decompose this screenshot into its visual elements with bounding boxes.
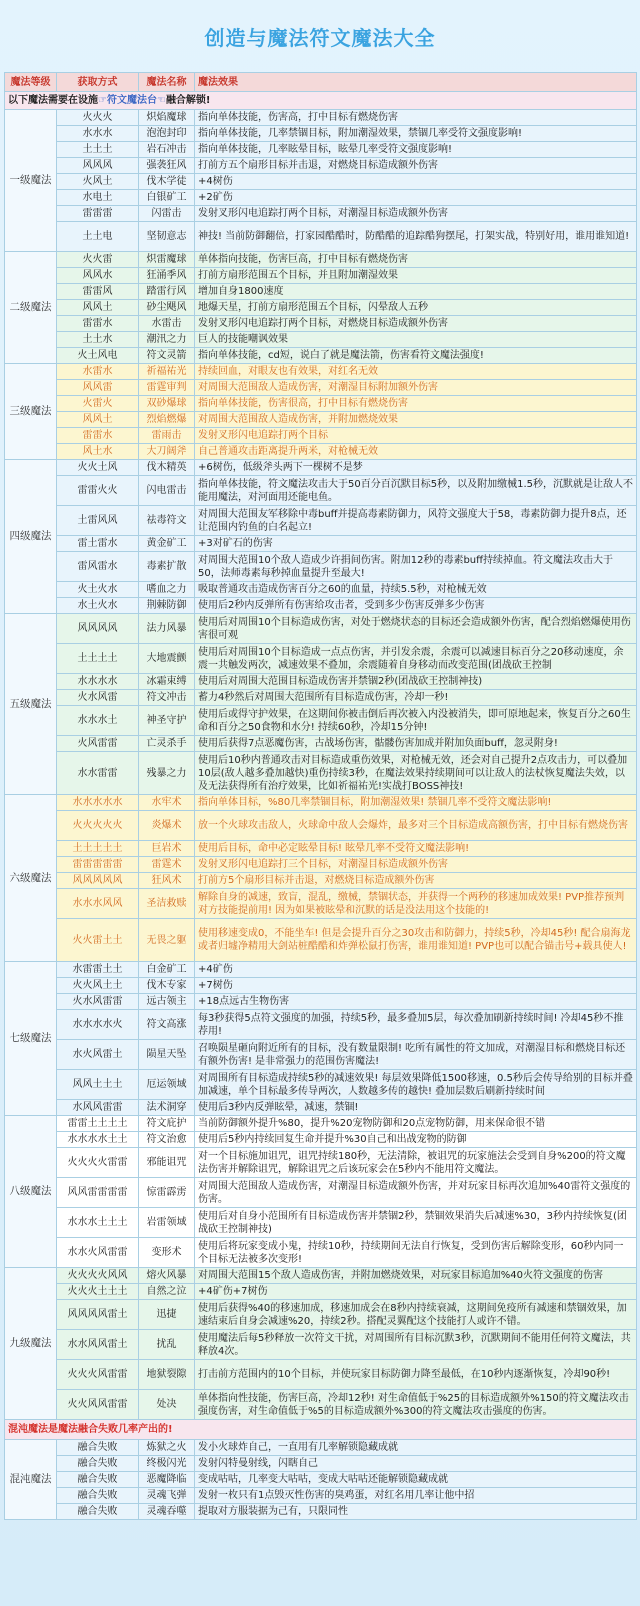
acquire-method: 火火火火风风: [57, 1268, 139, 1284]
table-row: [5, 476, 637, 506]
table-row: [5, 174, 637, 190]
acquire-method: 风风风风雷土: [57, 1300, 139, 1330]
table-row: [5, 268, 637, 284]
magic-name: 大刀阔斧: [139, 444, 195, 460]
acquire-method: 水电土: [57, 190, 139, 206]
acquire-method: 雷雷土土土土: [57, 1116, 139, 1132]
magic-effect: 持续回血，对眼友也有效果，对红名无效: [195, 364, 637, 380]
chaos-notice-row: [5, 1420, 637, 1440]
table-row: [5, 644, 637, 674]
magic-effect: 使用后对自身小范围所有目标造成伤害并禁锢2秒，禁锢效果消失后减速%30，3秒内持续恢复(团战砍王控制神技): [195, 1208, 637, 1238]
acquire-method: 雷土雷水: [57, 536, 139, 552]
magic-effect: 当前防御额外提升%80，提升%20宠物防御和20点宠物防御，用来保命很不错: [195, 1116, 637, 1132]
magic-name: 陨星天坠: [139, 1040, 195, 1070]
table-row: [5, 1040, 637, 1070]
acquire-method: 火火火土土土: [57, 1284, 139, 1300]
magic-effect: 指向单体技能，cd短，说白了就是魔法箭，伤害看符文魔法强度!: [195, 348, 637, 364]
magic-level-label: 混沌魔法: [5, 1440, 57, 1520]
magic-effect: 提取对方服装据为己有，只限同性: [195, 1504, 637, 1520]
magic-level-label: 六级魔法: [5, 795, 57, 962]
header-acquire: 获取方式: [57, 73, 139, 92]
acquire-method: 水水水风风: [57, 889, 139, 919]
magic-effect: 发小火球炸自己，一直用有几率解锁隐藏成就: [195, 1440, 637, 1456]
table-row: [5, 348, 637, 364]
magic-name: 法术洞穿: [139, 1100, 195, 1116]
magic-effect: +2矿伤: [195, 190, 637, 206]
acquire-method: 水水水水水: [57, 795, 139, 811]
table-row: [5, 1488, 637, 1504]
magic-effect: 对周围大范围友军移除中毒buff并提高毒素防御力，风符文强度大于58，毒素防御力提升8点，还让范围内钓鱼的白名起立!: [195, 506, 637, 536]
magic-name: 潮汛之力: [139, 332, 195, 348]
magic-effect: 使用后对周围10个目标造成伤害，对处于燃烧状态的目标还会造成额外伤害，配合烈焰燃爆使用伤害很可观: [195, 614, 637, 644]
magic-effect: 增加自身1800速度: [195, 284, 637, 300]
magic-effect: 召唤陨星砸向附近所有的目标，没有数量限制! 吃所有属性的符文加成，对潮湿目标和燃烧目标还有额外伤害! 是非常强力的范围伤害魔法!: [195, 1040, 637, 1070]
table-row: [5, 110, 637, 126]
table-row: [5, 1472, 637, 1488]
acquire-method: 风风土: [57, 300, 139, 316]
magic-effect: 打击前方范围内的10个目标，并使玩家目标防御力降至最低，在10秒内逐渐恢复，冷却90秒!: [195, 1360, 637, 1390]
table-row: [5, 994, 637, 1010]
acquire-method: 融合失败: [57, 1472, 139, 1488]
magic-name: 狂涌季风: [139, 268, 195, 284]
table-row: [5, 284, 637, 300]
table-row: [5, 706, 637, 736]
magic-name: 冰霜束缚: [139, 674, 195, 690]
unlock-notice-row: [5, 92, 637, 110]
magic-effect: 地爆天星，打前方扇形范围五个目标，闪晕敌人五秒: [195, 300, 637, 316]
table-header-row: [5, 73, 637, 92]
acquire-method: 土土土土: [57, 644, 139, 674]
magic-name: 符文灵箭: [139, 348, 195, 364]
magic-effect: 每3秒获得5点符文强度的加强，持续5秒，最多叠加5层，每次叠加刷新持续时间! 冷却45秒不推荐用!: [195, 1010, 637, 1040]
acquire-method: 火水风雷雷: [57, 994, 139, 1010]
acquire-method: 水风风雷雷: [57, 1100, 139, 1116]
table-row: [5, 1330, 637, 1360]
acquire-method: 水雷水: [57, 364, 139, 380]
acquire-method: 土土电: [57, 222, 139, 252]
table-row: [5, 962, 637, 978]
magic-effect: 解除自身的减速，致盲，混乱，缴械，禁锢状态，并获得一个两秒的移速加成效果! PVP推荐预判对方技能提前用! 因为如果被眩晕和沉默的话是没法用这个技能的!: [195, 889, 637, 919]
magic-name: 伐木精英: [139, 460, 195, 476]
magic-level-label: 五级魔法: [5, 614, 57, 795]
magic-effect: +4树伤: [195, 174, 637, 190]
acquire-method: 火火土风: [57, 460, 139, 476]
acquire-method: 水土火水: [57, 598, 139, 614]
magic-name: 岩石冲击: [139, 142, 195, 158]
magic-name: 坚韧意志: [139, 222, 195, 252]
magic-name: 炎爆术: [139, 811, 195, 841]
magic-name: 神圣守护: [139, 706, 195, 736]
magic-name: 闪电雷击: [139, 476, 195, 506]
magic-effect: 巨人的技能嘲讽效果: [195, 332, 637, 348]
acquire-method: 水雷雷土土: [57, 962, 139, 978]
acquire-method: 雷雷水: [57, 316, 139, 332]
chaos-notice: 混沌魔法是魔法融合失败几率产出的!: [5, 1420, 637, 1440]
magic-effect: 放一个火球攻击敌人，火球命中敌人会爆炸，最多对三个目标造成高额伤害，打中目标有燃烧伤害: [195, 811, 637, 841]
magic-name: 毒素扩散: [139, 552, 195, 582]
table-row: [5, 506, 637, 536]
table-row: [5, 1360, 637, 1390]
acquire-method: 雷风雷水: [57, 552, 139, 582]
acquire-method: 融合失败: [57, 1456, 139, 1472]
table-row: [5, 252, 637, 268]
table-row: [5, 332, 637, 348]
magic-name: 雷雨击: [139, 428, 195, 444]
magic-name: 狂风术: [139, 873, 195, 889]
table-row: [5, 412, 637, 428]
header-name: 魔法名称: [139, 73, 195, 92]
acquire-method: 水水水水: [57, 674, 139, 690]
acquire-method: 风风雷雷雷雷: [57, 1178, 139, 1208]
table-row: [5, 841, 637, 857]
magic-effect: 神技! 当前防御翻倍，打家园酷酷时，防酷酷的追踪酷狗摆尾，打架实战，特别好用，谁用谁知道!: [195, 222, 637, 252]
acquire-method: 土土水: [57, 332, 139, 348]
table-row: [5, 582, 637, 598]
table-row: [5, 142, 637, 158]
magic-name: 伐木专家: [139, 978, 195, 994]
unlock-notice-part1: 以下魔法需要在设施: [8, 95, 98, 106]
magic-name: 祈福祐光: [139, 364, 195, 380]
magic-level-label: 四级魔法: [5, 460, 57, 614]
acquire-method: 风风水: [57, 268, 139, 284]
magic-name: 炼狱之火: [139, 1440, 195, 1456]
magic-effect: 对周围大范围敌人造成伤害，对潮湿目标附加额外伤害: [195, 380, 637, 396]
magic-effect: 指向单体目标，%80几率禁锢目标，附加潮湿效果! 禁锢几率不受符文魔法影响!: [195, 795, 637, 811]
acquire-method: 火火火风雷雷: [57, 1360, 139, 1390]
table-row: [5, 873, 637, 889]
acquire-method: 火火雷: [57, 252, 139, 268]
magic-name: 巨岩术: [139, 841, 195, 857]
magic-effect: 单体指向性技能，伤害巨高，冷却12秒! 对生命值低于%25的目标造成额外%150的符文魔法攻击强度伤害，对生命值低于%5的目标造成额外%300的符文魔法攻击强度的伤害。: [195, 1390, 637, 1420]
magic-name: 黄金矿工: [139, 536, 195, 552]
header-level: 魔法等级: [5, 73, 57, 92]
acquire-method: 水水水水火: [57, 1010, 139, 1040]
acquire-method: 水水水土: [57, 706, 139, 736]
magic-effect: 对周围大范围10个敌人造成少许捐间伤害。附加12秒的毒素buff持续掉血。符文魔法攻击大于50，法师毒素每秒掉血量提升至最大!: [195, 552, 637, 582]
table-row: [5, 1300, 637, 1330]
magic-name: 荆棘防御: [139, 598, 195, 614]
magic-effect: 使用魔法后每5秒释放一次符文干扰，对周围所有目标沉默3秒，沉默期间不能用任何符文魔法，共释放4次。: [195, 1330, 637, 1360]
magic-level-label: 一级魔法: [5, 110, 57, 252]
table-row: [5, 380, 637, 396]
table-row: [5, 190, 637, 206]
magic-name: 踏雷行风: [139, 284, 195, 300]
acquire-method: 风风风: [57, 158, 139, 174]
table-row: [5, 1070, 637, 1100]
magic-effect: 对周围大范围敌人造成伤害，对潮湿目标造成额外伤害，并对玩家目标再次追加%40雷符文强度的伤害。: [195, 1178, 637, 1208]
magic-effect: 指向单体技能，符文魔法攻击大于50百分百沉默目标5秒，以及附加缴械1.5秒，沉默就是让敌人不能用魔法，对河面用还能电鱼。: [195, 476, 637, 506]
table-row: [5, 811, 637, 841]
magic-name: 法力风暴: [139, 614, 195, 644]
acquire-method: 水水水土土土: [57, 1208, 139, 1238]
magic-effect: 吸取普通攻击造成伤害百分之60的血量，持续5.5秒，对枪械无效: [195, 582, 637, 598]
acquire-method: 土土土: [57, 142, 139, 158]
magic-name: 烈焰燃爆: [139, 412, 195, 428]
magic-name: 熔火风暴: [139, 1268, 195, 1284]
acquire-method: 风土水: [57, 444, 139, 460]
table-row: [5, 126, 637, 142]
magic-name: 伐木学徒: [139, 174, 195, 190]
acquire-method: 火土风电: [57, 348, 139, 364]
magic-effect: 对周围所有目标造成持续5秒的减速效果! 每层效果降低1500移速，0.5秒后会传导给别的目标并叠加减速，单个目标最多传导两次，人数越多传的越快! 叠加层数后刷新持续时间: [195, 1070, 637, 1100]
magic-name: 惊雷霹雳: [139, 1178, 195, 1208]
magic-effect: 对周围大范围敌人造成伤害，并附加燃烧效果: [195, 412, 637, 428]
acquire-method: 雷雷雷: [57, 206, 139, 222]
hand-point-icon: ☜: [156, 95, 166, 106]
magic-effect: 对一个目标施加诅咒，诅咒持续180秒，无法清除，被诅咒的玩家施法会受到自身%200的符文魔法伤害并解除诅咒，解除诅咒之后该玩家会在5秒内不能用符文魔法。: [195, 1148, 637, 1178]
header-effect: 魔法效果: [195, 73, 637, 92]
acquire-method: 风风风风: [57, 614, 139, 644]
magic-name: 灵魂吞噬: [139, 1504, 195, 1520]
table-row: [5, 158, 637, 174]
magic-name: 炽雷魔球: [139, 252, 195, 268]
table-row: [5, 1148, 637, 1178]
acquire-method: 雷雷火火: [57, 476, 139, 506]
acquire-method: 土雷风风: [57, 506, 139, 536]
magic-effect: 蓄力4秒然后对周围大范围所有目标造成伤害，冷却一秒!: [195, 690, 637, 706]
table-row: [5, 674, 637, 690]
acquire-method: 火风土: [57, 174, 139, 190]
table-row: [5, 1132, 637, 1148]
magic-effect: +3对矿石的伤害: [195, 536, 637, 552]
magic-effect: 使用后5秒内持续回复生命并提升%30自己和出战宠物的防御: [195, 1132, 637, 1148]
acquire-method: 火火火火火: [57, 811, 139, 841]
magic-name: 雷霆术: [139, 857, 195, 873]
table-row: [5, 1010, 637, 1040]
table-row: [5, 1178, 637, 1208]
magic-effect: 自己普通攻击距离提升两米，对枪械无效: [195, 444, 637, 460]
table-row: [5, 1116, 637, 1132]
table-row: [5, 598, 637, 614]
table-row: [5, 316, 637, 332]
magic-effect: +4矿伤+7树伤: [195, 1284, 637, 1300]
unlock-notice-part3: 融合解锁!: [165, 95, 211, 106]
magic-name: 祛毒符文: [139, 506, 195, 536]
magic-name: 大地震颤: [139, 644, 195, 674]
magic-table: [4, 72, 637, 1520]
magic-name: 岩雷领域: [139, 1208, 195, 1238]
magic-effect: 使用后获得%40的移速加成，移速加成会在8秒内持续衰减，这期间免疫所有减速和禁锢效果，加速结束后自身会减速%20，持续2秒。搭配灵翼配这个技能打人或许不错。: [195, 1300, 637, 1330]
table-row: [5, 536, 637, 552]
table-row: [5, 1268, 637, 1284]
table-row: [5, 1440, 637, 1456]
magic-effect: 指向单体技能，几率禁锢目标，附加潮湿效果，禁锢几率受符文强度影响!: [195, 126, 637, 142]
magic-effect: 指向单体技能，伤害高，打中目标有燃烧伤害: [195, 110, 637, 126]
acquire-method: 火火雷土土: [57, 919, 139, 962]
acquire-method: 风风土: [57, 412, 139, 428]
magic-effect: 使用后对周围10个目标造成一点点伤害，并引发余震，余震可以减速目标百分之20移动速度，余震一共触发两次，减速效果不叠加，余震随着自身移动而改变范围(团战砍王控制: [195, 644, 637, 674]
acquire-method: 水水风风雷土: [57, 1330, 139, 1360]
table-row: [5, 460, 637, 476]
acquire-method: 雷雷雷雷雷: [57, 857, 139, 873]
magic-name: 白金矿工: [139, 962, 195, 978]
magic-effect: 发射闪特曼射线，闪瞎自己: [195, 1456, 637, 1472]
acquire-method: 风风风风风: [57, 873, 139, 889]
magic-name: 无畏之躯: [139, 919, 195, 962]
magic-effect: 单体指向技能，伤害巨高，打中目标有燃烧伤害: [195, 252, 637, 268]
magic-name: 邪能诅咒: [139, 1148, 195, 1178]
acquire-method: 水水水: [57, 126, 139, 142]
magic-effect: 发射叉形闪电追踪打三个目标，对潮湿目标造成额外伤害: [195, 857, 637, 873]
magic-effect: 使用后2秒内反弹所有伤害给攻击者，受到多少伤害反弹多少伤害: [195, 598, 637, 614]
acquire-method: 火火风风雷雷: [57, 1390, 139, 1420]
magic-name: 厄运领域: [139, 1070, 195, 1100]
acquire-method: 火雷火: [57, 396, 139, 412]
magic-name: 强袭狂风: [139, 158, 195, 174]
table-row: [5, 364, 637, 380]
magic-effect: 指向单体技能，几率眩晕目标，眩晕几率受符文强度影响!: [195, 142, 637, 158]
magic-effect: 使用后3秒内反弹眩晕，减速，禁锢!: [195, 1100, 637, 1116]
magic-effect: 使用后10秒内普通攻击对目标造成重伤效果，对枪械无效，还会对自己提升2点攻击力，可以叠加10层(敌人越多叠加越快)重伤持续3秒，在魔法效果持续期间可以让敌人的法杖恢复魔法失效，以及无法获得所有治疗效果，比如祈福祐光!实战打BOSS神技!: [195, 752, 637, 795]
magic-level-label: 九级魔法: [5, 1268, 57, 1420]
acquire-method: 水水火风雷雷: [57, 1238, 139, 1268]
magic-level-label: 三级魔法: [5, 364, 57, 460]
magic-name: 亡灵杀手: [139, 736, 195, 752]
acquire-method: 雷雷水: [57, 428, 139, 444]
acquire-method: 火火火: [57, 110, 139, 126]
table-row: [5, 1238, 637, 1268]
magic-name: 地狱裂隙: [139, 1360, 195, 1390]
magic-name: 符文冲击: [139, 690, 195, 706]
magic-name: 恶魔降临: [139, 1472, 195, 1488]
magic-effect: 变成咕咕，几率变大咕咕，变成大咕咕还能解锁隐藏成就: [195, 1472, 637, 1488]
magic-name: 圣洁救赎: [139, 889, 195, 919]
acquire-method: 水水雷雷: [57, 752, 139, 795]
table-row: [5, 552, 637, 582]
table-row: [5, 889, 637, 919]
magic-name: 处决: [139, 1390, 195, 1420]
magic-name: 迅捷: [139, 1300, 195, 1330]
table-row: [5, 300, 637, 316]
table-row: [5, 1456, 637, 1472]
table-row: [5, 222, 637, 252]
table-row: [5, 978, 637, 994]
table-row: [5, 919, 637, 962]
acquire-method: 融合失败: [57, 1504, 139, 1520]
table-row: [5, 206, 637, 222]
magic-effect: 对周围大范围15个敌人造成伤害，并附加燃烧效果，对玩家目标追加%40火符文强度的伤害: [195, 1268, 637, 1284]
table-row: [5, 1208, 637, 1238]
table-row: [5, 857, 637, 873]
magic-level-label: 七级魔法: [5, 962, 57, 1116]
acquire-method: 雷雷风: [57, 284, 139, 300]
magic-effect: 使用移速变成0，不能坐车! 但是会提升百分之30攻击和防御力，持续5秒，冷却45秒! 配合扇海龙或者归墟净精用大剑站桩酷酷和炸弹松鼠打伤害，谁用谁知道! PVP也可以配合锚击号+载具使人!: [195, 919, 637, 962]
table-row: [5, 1390, 637, 1420]
acquire-method: 融合失败: [57, 1488, 139, 1504]
table-row: [5, 690, 637, 706]
magic-name: 终极闪光: [139, 1456, 195, 1472]
magic-level-label: 二级魔法: [5, 252, 57, 364]
table-row: [5, 614, 637, 644]
table-row: [5, 752, 637, 795]
acquire-method: 风风雷: [57, 380, 139, 396]
hand-point-icon: ☞: [98, 95, 107, 106]
magic-effect: 发射叉形闪电追踪打两个目标，对潮湿目标造成额外伤害: [195, 206, 637, 222]
magic-name: 残暴之力: [139, 752, 195, 795]
table-row: [5, 428, 637, 444]
magic-name: 双砂爆球: [139, 396, 195, 412]
acquire-method: 火风雷雷: [57, 736, 139, 752]
acquire-method: 水火风雷土: [57, 1040, 139, 1070]
acquire-method: 风风土土土: [57, 1070, 139, 1100]
magic-effect: +7树伤: [195, 978, 637, 994]
magic-effect: 使用后目标，命中必定眩晕目标! 眩晕几率不受符文魔法影响!: [195, 841, 637, 857]
table-row: [5, 1284, 637, 1300]
unlock-notice: [5, 92, 637, 110]
magic-level-label: 八级魔法: [5, 1116, 57, 1268]
magic-effect: 发射一枚只有1点毁灭性伤害的臭鸡蛋，对红名用几率让他中招: [195, 1488, 637, 1504]
acquire-method: 火火火火雷雷: [57, 1148, 139, 1178]
magic-name: 符文治愈: [139, 1132, 195, 1148]
magic-effect: 发射叉形闪电追踪打两个目标，对燃烧目标造成额外伤害: [195, 316, 637, 332]
acquire-method: 火土火水: [57, 582, 139, 598]
magic-name: 泡泡封印: [139, 126, 195, 142]
table-row: [5, 1504, 637, 1520]
acquire-method: 火火风土土: [57, 978, 139, 994]
table-row: [5, 1100, 637, 1116]
magic-effect: 使用后将玩家变成小鬼，持续10秒，持续期间无法自行恢复，受到伤害后解除变形，60秒内同一个目标无法被多次变形!: [195, 1238, 637, 1268]
table-row: [5, 396, 637, 412]
magic-effect: +18点远古生物伤害: [195, 994, 637, 1010]
magic-name: 闪雷击: [139, 206, 195, 222]
magic-name: 水雷击: [139, 316, 195, 332]
magic-name: 符文庇护: [139, 1116, 195, 1132]
magic-effect: +6树伤，低级斧头两下一棵树不是梦: [195, 460, 637, 476]
magic-name: 水牢术: [139, 795, 195, 811]
magic-name: 炽焰魔球: [139, 110, 195, 126]
acquire-method: 土土土土土: [57, 841, 139, 857]
table-row: [5, 795, 637, 811]
magic-name: 扰乱: [139, 1330, 195, 1360]
table-row: [5, 444, 637, 460]
unlock-notice-facility: 符文魔法台: [106, 95, 157, 106]
magic-name: 符文高涨: [139, 1010, 195, 1040]
magic-name: 灵魂飞弹: [139, 1488, 195, 1504]
magic-effect: 使用后或得守护效果，在这期间你被击倒后再次被入内没被消失，即可原地起来，恢复百分之60生命和百分之50食物和水分! 持续60秒，冷却15分钟!: [195, 706, 637, 736]
magic-name: 砂尘飓风: [139, 300, 195, 316]
acquire-method: 火水风雷: [57, 690, 139, 706]
magic-name: 雷霆审判: [139, 380, 195, 396]
acquire-method: 水水水水土土: [57, 1132, 139, 1148]
magic-name: 嗜血之力: [139, 582, 195, 598]
magic-name: 自然之泣: [139, 1284, 195, 1300]
page-title: 创造与魔法符文魔法大全: [204, 25, 436, 50]
magic-name: 远古领主: [139, 994, 195, 1010]
magic-effect: 打前方五个扇形目标并击退，对燃烧目标造成额外伤害: [195, 158, 637, 174]
magic-effect: 指向单体技能，伤害很高，打中目标有燃烧伤害: [195, 396, 637, 412]
magic-name: 白银矿工: [139, 190, 195, 206]
magic-effect: 打前方扇形范围五个目标，并且附加潮湿效果: [195, 268, 637, 284]
magic-effect: 打前方5个扇形目标并击退，对燃烧目标造成额外伤害: [195, 873, 637, 889]
acquire-method: 融合失败: [57, 1440, 139, 1456]
magic-effect: 使用后获得7点恶魔伤害，古战场伤害，骷髅伤害加成并附加负面buff，忽灵附身!: [195, 736, 637, 752]
magic-effect: 使用后对周围大范围目标造成伤害并禁锢2秒(团战砍王控制神技): [195, 674, 637, 690]
magic-name: 变形术: [139, 1238, 195, 1268]
magic-table-body: [5, 73, 637, 1520]
table-row: [5, 736, 637, 752]
magic-effect: 发射叉形闪电追踪打两个目标: [195, 428, 637, 444]
magic-effect: +4矿伤: [195, 962, 637, 978]
